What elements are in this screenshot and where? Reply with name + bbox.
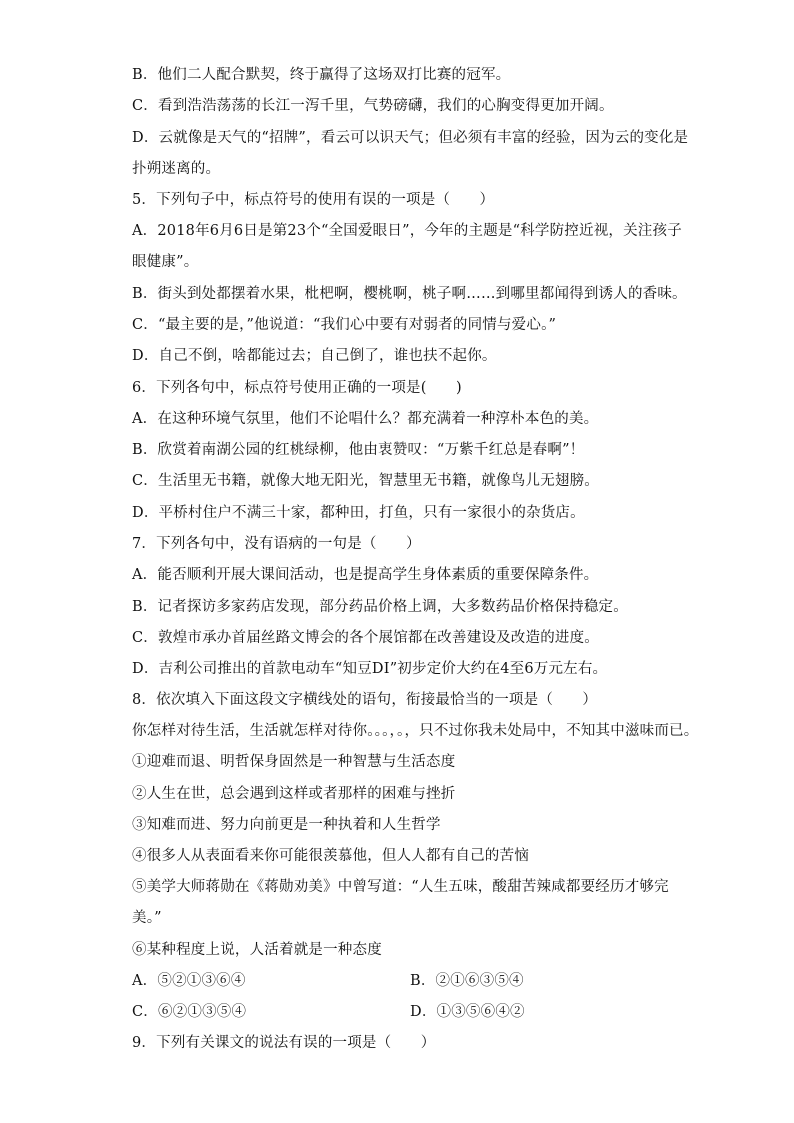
option-c-q4: C．看到浩浩荡荡的长江一泻千里，气势磅礴，我们的心胸变得更加开阔。	[132, 98, 614, 114]
sentence-5: ⑤美学大师蒋勋在《蒋勋劝美》中曾写道：“人生五味，酸甜苦辣咸都要经历才够完	[132, 879, 669, 895]
option-b-q8: B．②①⑥③⑤④	[410, 973, 524, 989]
option-d-q4-cont: 扑朔迷离的。	[132, 161, 221, 177]
sentence-4: ④很多人从表面看来你可能很羡慕他，但人人都有自己的苦恼	[132, 848, 529, 864]
option-b-q6: B．欣赏着南湖公园的红桃绿柳，他由衷赞叹：“万紫千红总是春啊”！	[132, 442, 585, 458]
question-9: 9．下列有关课文的说法有误的一项是（ ）	[132, 1035, 436, 1051]
option-c-q7: C．敦煌市承办首届丝路文博会的各个展馆都在改善建设及改造的进度。	[132, 630, 599, 646]
sentence-6: ⑥某种程度上说，人活着就是一种态度	[132, 942, 382, 958]
sentence-3: ③知难而进、努力向前更是一种执着和人生哲学	[132, 817, 441, 833]
option-a-q7: A．能否顺利开展大课间活动，也是提高学生身体素质的重要保障条件。	[132, 567, 599, 583]
question-6: 6．下列各句中，标点符号使用正确的一项是( )	[132, 380, 462, 396]
option-d-q8: D．①③⑤⑥④②	[410, 1004, 525, 1020]
option-c-q6: C．生活里无书籍，就像大地无阳光，智慧里无书籍，就像鸟儿无翅膀。	[132, 473, 599, 489]
sentence-1: ①迎难而退、明哲保身固然是一种智慧与生活态度	[132, 754, 456, 770]
option-c-q8: C．⑥②①③⑤④	[132, 1004, 247, 1020]
option-c-q5: C．“最主要的是，”他说道：“我们心中要有对弱者的同情与爱心。”	[132, 317, 557, 333]
sentence-5-cont: 美。”	[132, 910, 162, 926]
option-d-q7: D．吉利公司推出的首款电动车“知豆DI”初步定价大约在4至6万元左右。	[132, 661, 608, 677]
option-a-q6: A．在这种环境气氛里，他们不论唱什么？都充满着一种淳朴本色的美。	[132, 411, 599, 427]
option-d-q6: D．平桥村住户不满三十家，都种田，打鱼，只有一家很小的杂货店。	[132, 505, 585, 521]
sentence-2: ②人生在世，总会遇到这样或者那样的困难与挫折	[132, 786, 456, 802]
option-b-q5: B．街头到处都摆着水果，枇杷啊，樱桃啊，桃子啊……到哪里都闻得到诱人的香味。	[132, 286, 687, 302]
option-a-q8: A．⑤②①③⑥④	[132, 973, 246, 989]
option-d-q5: D．自己不倒，啥都能过去；自己倒了，谁也扶不起你。	[132, 348, 497, 364]
option-b-q7: B．记者探访多家药店发现，部分药品价格上调，大多数药品价格保持稳定。	[132, 599, 628, 615]
question-5: 5．下列句子中，标点符号的使用有误的一项是（ ）	[132, 192, 495, 208]
question-7: 7．下列各句中，没有语病的一句是（ ）	[132, 536, 421, 552]
passage-q8: 你怎样对待生活，生活就怎样对待你。。。，。，只不过你我未处局中，不知其中滋味而已。	[132, 723, 699, 739]
option-d-q4: D．云就像是天气的“招牌”，看云可以识天气；但必须有丰富的经验，因为云的变化是	[132, 130, 689, 146]
question-8: 8．依次填入下面这段文字横线处的语句，衔接最恰当的一项是（ ）	[132, 692, 598, 708]
option-b-q4: B．他们二人配合默契，终于赢得了这场双打比赛的冠军。	[132, 67, 511, 83]
option-a-q5: A．2018年6月6日是第23个“全国爱眼日”，今年的主题是“科学防控近视，关注孩子	[132, 223, 682, 239]
option-a-q5-cont: 眼健康”。	[132, 254, 199, 270]
